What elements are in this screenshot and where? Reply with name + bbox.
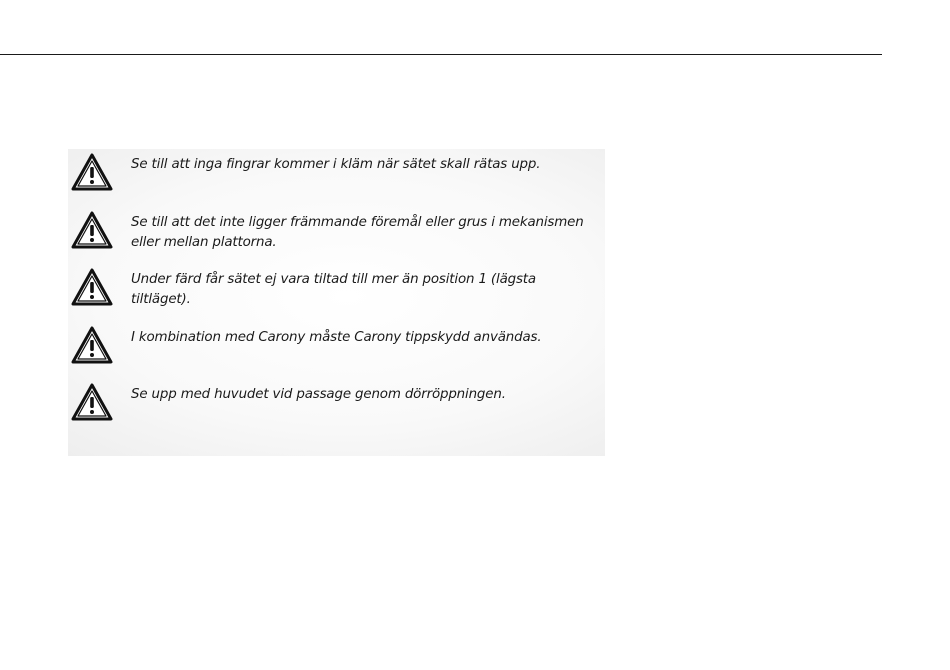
warning-item: [68, 322, 605, 370]
warning-text: Se till att inga fingrar kommer i kläm när sätet skall rätas upp.: [131, 157, 541, 172]
warning-item: [68, 264, 605, 312]
warning-item: [68, 207, 605, 255]
warning-triangle-icon: [71, 211, 113, 249]
warning-text: Se till att det inte ligger främmande föremål eller grus i mekanismen eller mellan plattorna.: [131, 215, 584, 250]
warning-triangle-icon: [71, 153, 113, 191]
header-rule: [0, 54, 882, 55]
warning-item: [68, 379, 605, 427]
warning-item: [68, 149, 605, 197]
warning-text: I kombination med Carony måste Carony tippskydd användas.: [131, 330, 542, 345]
warning-text: Se upp med huvudet vid passage genom dörröppningen.: [131, 387, 506, 402]
warning-triangle-icon: [71, 268, 113, 306]
warning-box: [68, 149, 605, 456]
warning-text: Under färd får sätet ej vara tiltad till mer än position 1 (lägsta tiltläget).: [131, 272, 536, 307]
warning-triangle-icon: [71, 383, 113, 421]
warning-triangle-icon: [71, 326, 113, 364]
